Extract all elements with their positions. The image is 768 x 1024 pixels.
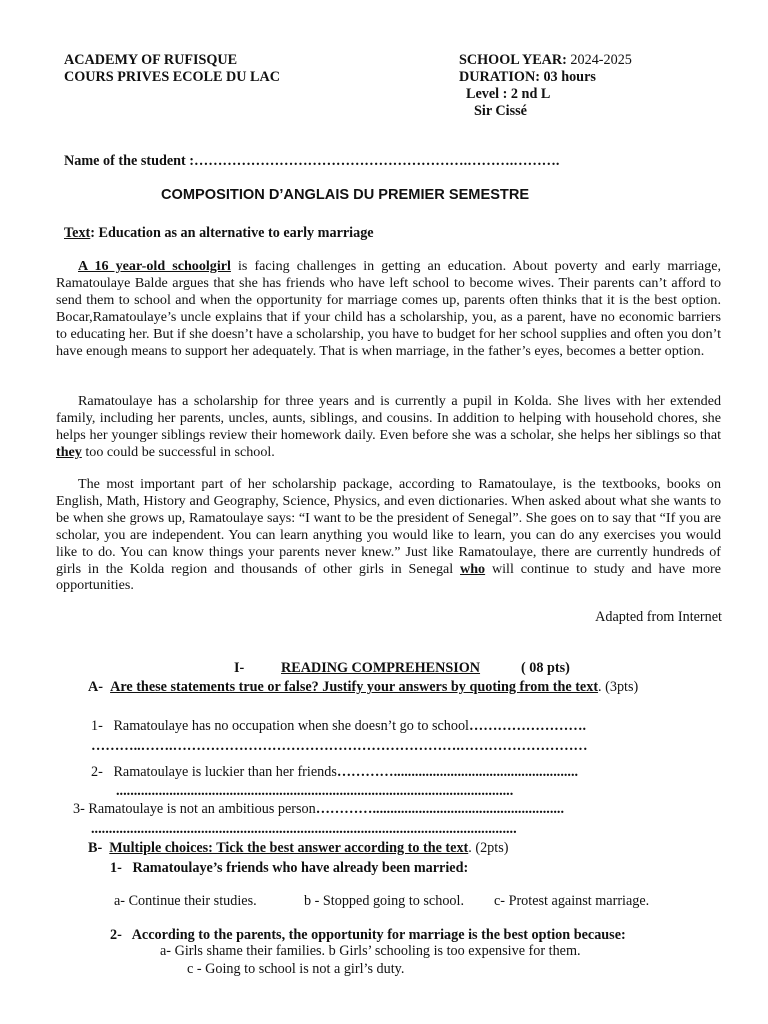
text-heading <box>64 225 374 242</box>
answer-line-a1[interactable]: ………..…….…………………………………………………….……………………… <box>91 738 588 754</box>
question-a1 <box>91 718 586 735</box>
option-b2-c[interactable]: c - Going to school is not a girl’s duty. <box>187 961 405 977</box>
school-name: ACADEMY OF RUFISQUE <box>64 52 238 68</box>
answer-dots[interactable]: ……………………. <box>469 718 587 734</box>
part-b-instruction: Multiple choices: Tick the best answer according to the text <box>109 840 469 856</box>
part-a-label: A- <box>88 679 103 695</box>
section-number: I- <box>234 660 245 676</box>
source-note: Adapted from Internet <box>595 609 722 625</box>
text-heading-title: : Education as an alternative to early marriage <box>90 225 374 241</box>
underlined-phrase: A 16 year-old schoolgirl <box>78 258 231 274</box>
answer-line-a2[interactable]: ................................................................................................................ <box>116 783 514 799</box>
option-b1-c[interactable]: c- Protest against marriage. <box>494 893 650 909</box>
teacher-name: Sir Cissé <box>474 103 527 119</box>
answer-dots[interactable]: …………...................................................... <box>315 801 565 817</box>
question-a2 <box>91 764 578 781</box>
school-subname: COURS PRIVES ECOLE DU LAC <box>64 69 280 85</box>
section-title: READING COMPREHENSION <box>281 660 481 676</box>
student-name-field[interactable]: Name of the student :………………………………………………….……….………. <box>64 153 560 169</box>
question-number: 1- <box>91 718 103 734</box>
paragraph-text-end: too could be successful in school. <box>81 443 275 460</box>
school-year-label: SCHOOL YEAR: <box>459 52 567 68</box>
option-b1-a[interactable]: a- Continue their studies. <box>114 893 257 909</box>
part-b-heading <box>88 840 508 857</box>
underlined-word-who: who <box>460 560 486 577</box>
question-number: 2- <box>110 927 122 943</box>
section-points: ( 08 pts) <box>521 660 570 676</box>
question-number: 3- <box>73 801 85 817</box>
question-text: Ramatoulaye’s friends who have already been married: <box>132 860 469 876</box>
question-text: According to the parents, the opportunity for marriage is the best option because: <box>131 927 626 943</box>
paragraph-text: Ramatoulaye has a scholarship for three years and is currently a pupil in Kolda. She lives with her extended family, including her parents, uncles, aunts, siblings, and cousins. In addition to helping with household chores, she helps her younger siblings review their homework daily. Even before she was a scholar, she helps her siblings so that <box>56 393 721 443</box>
paragraph-text: is facing challenges in getting an education. About poverty and early marriage, Ramatoulaye Balde argues that she has friends who have left school to become wives. Their parents can’t afford to send them to school and when the opportunity for marriage comes up, parents often thinks that it is the best option. Bocar,Ramatoulaye’s uncle explains that if your child has a scholarship, you, as a parent, have no economic barriers to educating her. But if she doesn’t have a scholarship, you have to budget for her school supplies and often you don’t have enough means to support her adequately. That is when marriage, in the father’s eyes, becomes a better option. <box>56 258 721 359</box>
question-b2 <box>110 927 626 944</box>
page-title: COMPOSITION D’ANGLAIS DU PREMIER SEMESTRE <box>161 187 530 203</box>
question-a3 <box>73 801 564 818</box>
underlined-word-they: they <box>56 443 82 460</box>
question-number: 2- <box>91 764 103 780</box>
passage-paragraph-1 <box>56 258 721 359</box>
text-heading-label: Text <box>64 225 91 241</box>
part-b-label: B- <box>88 840 103 856</box>
paragraph-text-end: will continue to study and have more opportunities. <box>56 560 721 594</box>
passage-paragraph-3 <box>56 476 721 594</box>
option-b2-ab[interactable]: a- Girls shame their families. b Girls’ schooling is too expensive for them. <box>160 943 581 959</box>
duration: DURATION: 03 hours <box>459 69 596 85</box>
option-b1-b[interactable]: b - Stopped going to school. <box>304 893 464 909</box>
question-text: Ramatoulaye is not an ambitious person <box>88 801 316 817</box>
question-number: 1- <box>110 860 122 876</box>
question-b1 <box>110 860 468 877</box>
question-text: Ramatoulaye has no occupation when she doesn’t go to school <box>113 718 470 734</box>
part-a-heading <box>88 679 638 696</box>
part-a-instruction: Are these statements true or false? Justify your answers by quoting from the text <box>110 679 599 695</box>
question-text: Ramatoulaye is luckier than her friends <box>113 764 337 780</box>
school-year-value: 2024-2025 <box>566 52 632 68</box>
level: Level : 2 nd L <box>466 86 551 102</box>
answer-line-a3[interactable]: ........................................................................................................................ <box>91 821 517 837</box>
paragraph-text: The most important part of her scholarship package, according to Ramatoulaye, is the textbooks, books on English, Math, History and Geography, Science, Physics, and even dictionaries. When asked about what she wants to be when she grows up, Ramatoulaye says: “I want to be the president of Senegal”. She goes on to say that “If you are scholar, you are independent. You can learn anything you would like to learn, you can do any exercises you would like to do. You can know things your parents never knew.” Just like Ramatoulaye, there are currently hundreds of girls in the Kolda region and thousands of other girls in Senegal <box>56 476 721 577</box>
answer-dots[interactable]: ………….................................................... <box>336 764 579 780</box>
school-year <box>459 52 632 69</box>
part-b-points: . (2pts) <box>468 840 509 856</box>
part-a-points: . (3pts) <box>598 679 639 695</box>
passage-paragraph-2 <box>56 393 721 461</box>
